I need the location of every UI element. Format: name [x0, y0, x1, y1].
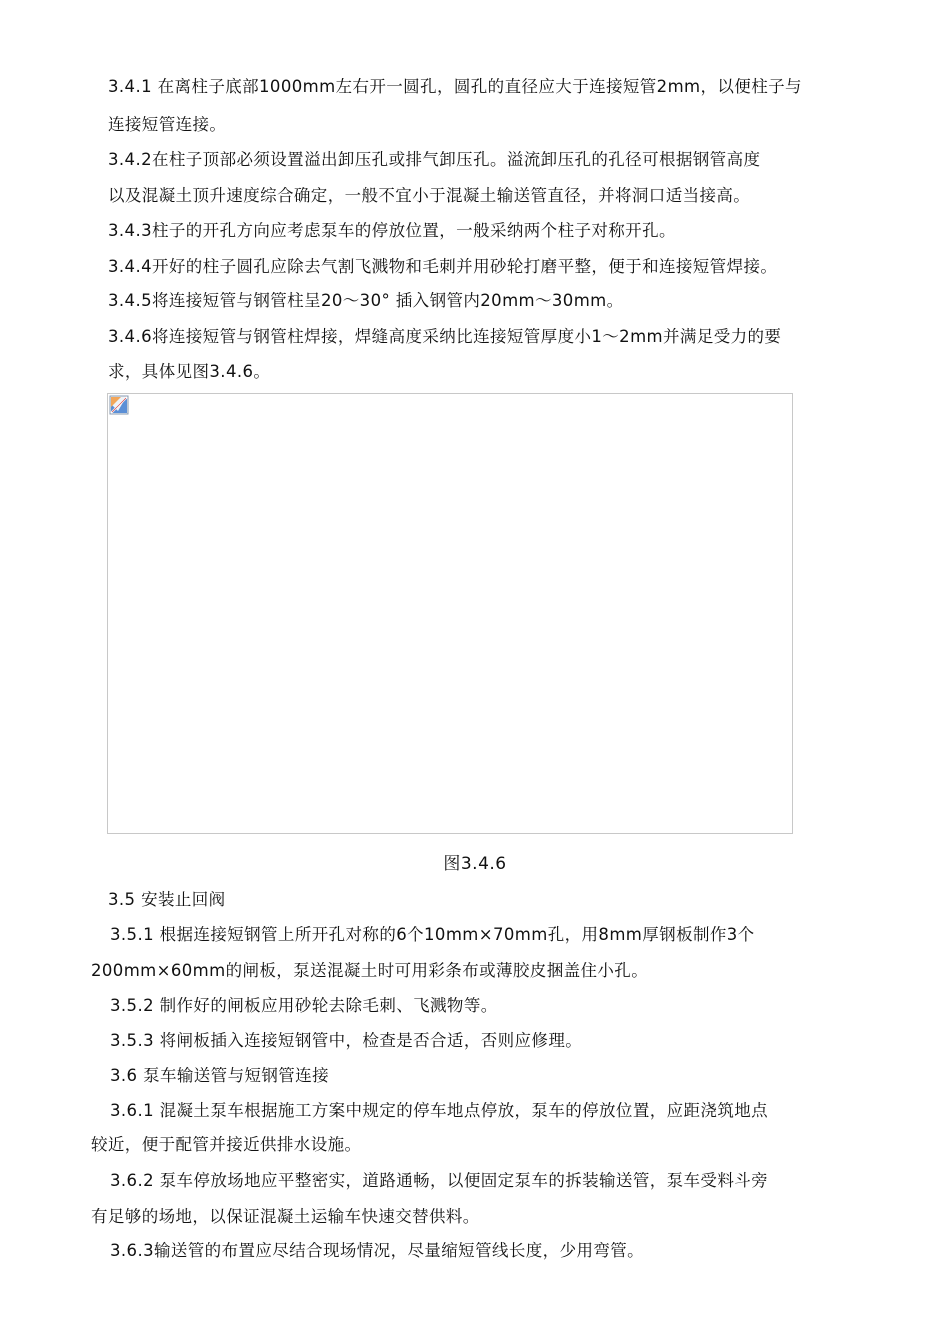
- paragraph-3-4-6-line-2: 求，具体见图3.4.6。: [108, 362, 271, 381]
- paragraph-3-6-2-line-1: 3.6.2 泵车停放场地应平整密实，道路通畅，以便固定泵车的拆装输送管，泵车受料斗旁: [110, 1171, 769, 1190]
- paragraph-3-4-2-line-2: 以及混凝土顶升速度综合确定，一般不宜小于混凝土输送管直径，并将洞口适当接高。: [108, 186, 751, 205]
- broken-image-icon: [109, 395, 129, 415]
- paragraph-3-4-2-line-1: 3.4.2在柱子顶部必须设置溢出卸压孔或排气卸压孔。溢流卸压孔的孔径可根据钢管高度: [108, 150, 761, 169]
- paragraph-3-4-1-line-1: 3.4.1 在离柱子底部1000mm左右开一圆孔，圆孔的直径应大于连接短管2mm，以便柱子与: [108, 77, 802, 96]
- paragraph-3-5-2: 3.5.2 制作好的闸板应用砂轮去除毛刺、飞溅物等。: [110, 996, 498, 1015]
- heading-3-6: 3.6 泵车输送管与短钢管连接: [110, 1066, 329, 1085]
- paragraph-3-6-1-line-1: 3.6.1 混凝土泵车根据施工方案中规定的停车地点停放，泵车的停放位置，应距浇筑地点: [110, 1101, 769, 1120]
- paragraph-3-6-2-line-2: 有足够的场地，以保证混凝土运输车快速交替供料。: [91, 1207, 480, 1226]
- paragraph-3-6-3: 3.6.3输送管的布置应尽结合现场情况，尽量缩短管线长度，少用弯管。: [110, 1241, 645, 1260]
- heading-3-5: 3.5 安装止回阀: [108, 890, 226, 909]
- paragraph-3-4-6-line-1: 3.4.6将连接短管与钢管柱焊接，焊缝高度采纳比连接短管厚度小1～2mm并满足受力的要: [108, 327, 782, 346]
- figure-image-placeholder: [107, 393, 793, 834]
- paragraph-3-4-4: 3.4.4开好的柱子圆孔应除去气割飞溅物和毛刺并用砂轮打磨平整，便于和连接短管焊接。: [108, 257, 778, 276]
- paragraph-3-4-1-line-2: 连接短管连接。: [108, 115, 227, 134]
- paragraph-3-5-1-line-1: 3.5.1 根据连接短钢管上所开孔对称的6个10mm×70mm孔，用8mm厚钢板制作3个: [110, 925, 755, 944]
- paragraph-3-4-5: 3.4.5将连接短管与钢管柱呈20～30° 插入钢管内20mm～30mm。: [108, 291, 624, 310]
- paragraph-3-5-1-line-2: 200mm×60mm的闸板，泵送混凝土时可用彩条布或薄胶皮捆盖住小孔。: [91, 961, 649, 980]
- paragraph-3-6-1-line-2: 较近，便于配管并接近供排水设施。: [91, 1135, 362, 1154]
- paragraph-3-5-3: 3.5.3 将闸板插入连接短钢管中，检查是否合适，否则应修理。: [110, 1031, 583, 1050]
- paragraph-3-4-3: 3.4.3柱子的开孔方向应考虑泵车的停放位置，一般采纳两个柱子对称开孔。: [108, 221, 676, 240]
- figure-caption: 图3.4.6: [443, 854, 507, 874]
